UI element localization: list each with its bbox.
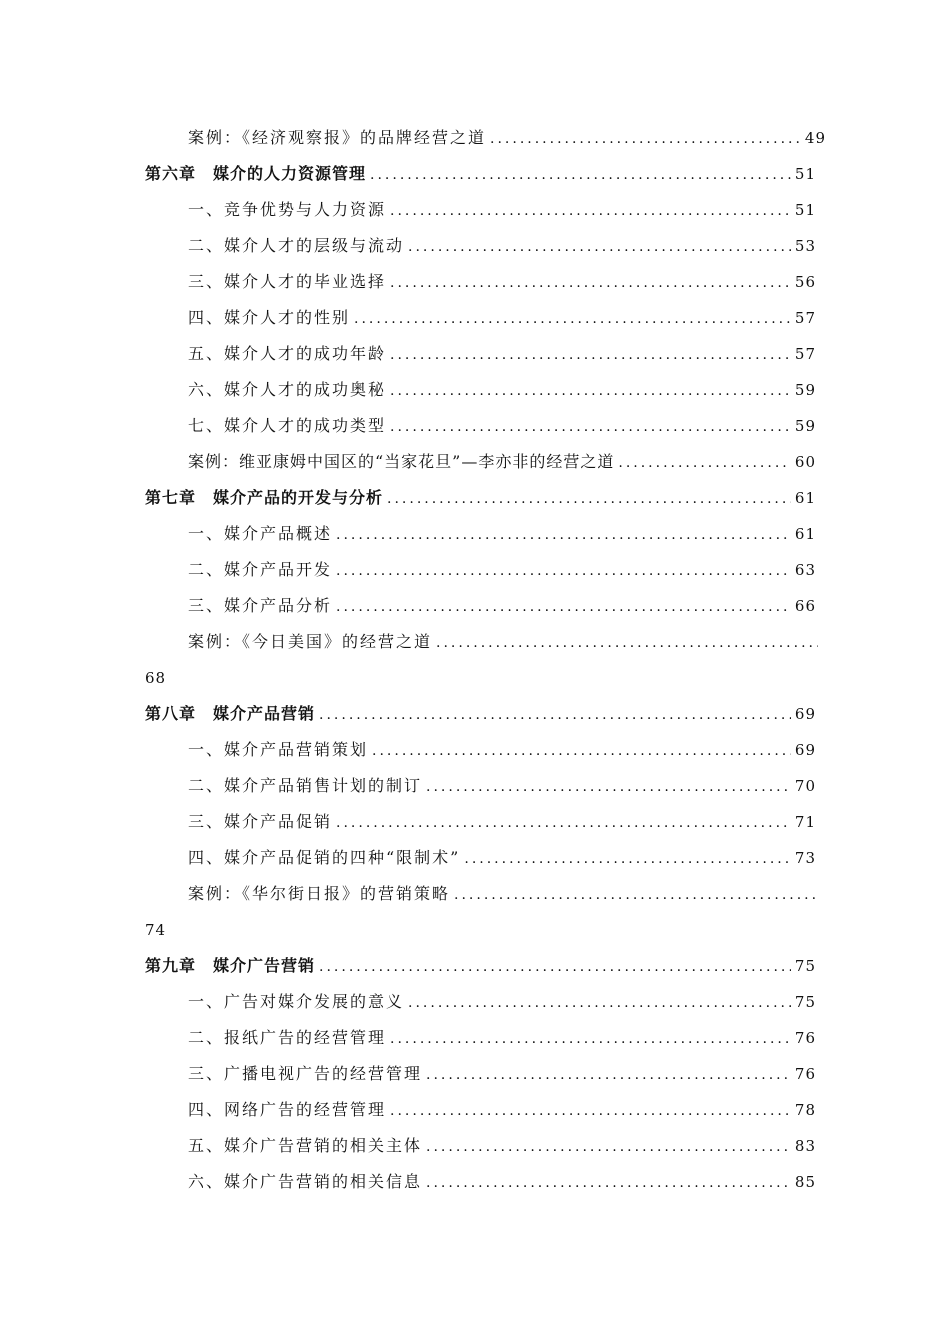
toc-section-title: 二、媒介产品销售计划的制订 (188, 776, 423, 795)
toc-section-title: 五、媒介广告营销的相关主体 (188, 1136, 423, 1155)
toc-section-title: 五、媒介人才的成功年龄 (188, 344, 387, 363)
dot-leader (354, 307, 791, 331)
toc-entry-case (188, 630, 818, 654)
toc-section-title: 七、媒介人才的成功类型 (188, 416, 387, 435)
toc-section (188, 270, 816, 294)
dot-leader (336, 595, 791, 619)
toc-page-number: 66 (794, 597, 816, 615)
toc-section-title: 三、媒介产品促销 (188, 812, 333, 831)
toc-section-title: 二、报纸广告的经营管理 (188, 1028, 387, 1047)
toc-page-number: 76 (794, 1029, 816, 1047)
toc-entry-title: 案例：《经济观察报》的品牌经营之道 (188, 128, 487, 147)
toc-page-number: 71 (794, 813, 816, 831)
toc-page-number: 78 (794, 1101, 816, 1119)
dot-leader (426, 775, 791, 799)
toc-page-number: 69 (794, 705, 816, 723)
toc-entry-case (188, 882, 818, 906)
toc-entry-title: 案例：维亚康姆中国区的“当家花旦”—李亦非的经营之道 (188, 452, 615, 471)
dot-leader (426, 1171, 791, 1195)
toc-section (188, 1026, 816, 1050)
toc-section (188, 558, 816, 582)
toc-section-title: 六、媒介广告营销的相关信息 (188, 1172, 423, 1191)
toc-chapter-title: 第九章 媒介广告营销 (145, 956, 316, 975)
toc-page-number: 49 (804, 129, 826, 147)
toc-page-number: 53 (794, 237, 816, 255)
toc-section (188, 342, 816, 366)
toc-page-number: 68 (145, 669, 167, 687)
toc-entry-case (188, 450, 816, 474)
dot-leader (390, 1027, 791, 1051)
toc-page-number: 57 (794, 345, 816, 363)
toc-chapter (145, 486, 816, 510)
toc-section (188, 1134, 816, 1158)
toc-section-title: 三、广播电视广告的经营管理 (188, 1064, 423, 1083)
dot-leader (390, 379, 791, 403)
toc-section (188, 414, 816, 438)
toc-page-number: 69 (794, 741, 816, 759)
toc-section-title: 六、媒介人才的成功奥秘 (188, 380, 387, 399)
toc-section (188, 198, 816, 222)
toc-page-number: 85 (794, 1173, 816, 1191)
toc-chapter-title: 第七章 媒介产品的开发与分析 (145, 488, 384, 507)
toc-section (188, 990, 816, 1014)
toc-section-title: 三、媒介产品分析 (188, 596, 333, 615)
dot-leader (336, 559, 791, 583)
toc-section-title: 四、媒介人才的性别 (188, 308, 351, 327)
dot-leader (490, 127, 801, 151)
toc-section-title: 一、竞争优势与人力资源 (188, 200, 387, 219)
dot-leader (370, 163, 791, 187)
toc-page-number: 51 (794, 165, 816, 183)
toc-page-number: 59 (794, 417, 816, 435)
toc-section (188, 378, 816, 402)
toc-page-number: 63 (794, 561, 816, 579)
dot-leader (390, 1099, 791, 1123)
toc-entry-title: 案例：《今日美国》的经营之道 (188, 632, 433, 651)
toc-section-title: 一、广告对媒介发展的意义 (188, 992, 405, 1011)
toc-page-number: 51 (794, 201, 816, 219)
dot-leader (618, 451, 791, 475)
dot-leader (426, 1063, 791, 1087)
toc-page-number: 57 (794, 309, 816, 327)
toc-page-number: 83 (794, 1137, 816, 1155)
dot-leader (408, 235, 791, 259)
toc-section-title: 二、媒介产品开发 (188, 560, 333, 579)
toc-page-number: 56 (794, 273, 816, 291)
toc-chapter (145, 954, 816, 978)
dot-leader (390, 271, 791, 295)
dot-leader (387, 487, 791, 511)
toc-section (188, 234, 816, 258)
toc-page-number: 75 (794, 993, 816, 1011)
toc-section-title: 四、网络广告的经营管理 (188, 1100, 387, 1119)
toc-section (188, 522, 816, 546)
dot-leader (390, 415, 791, 439)
toc-section (188, 846, 816, 870)
toc-page-number: 60 (794, 453, 816, 471)
toc-chapter-title: 第八章 媒介产品营销 (145, 704, 316, 723)
toc-page-number: 75 (794, 957, 816, 975)
toc-page-number: 74 (145, 921, 167, 939)
dot-leader (464, 847, 791, 871)
toc-page-number: 73 (794, 849, 816, 867)
dot-leader (336, 811, 791, 835)
toc-section-title: 三、媒介人才的毕业选择 (188, 272, 387, 291)
dot-leader (436, 631, 818, 655)
toc-entry-title: 案例：《华尔街日报》的营销策略 (188, 884, 451, 903)
toc-entry-case (188, 126, 826, 150)
dot-leader (319, 955, 791, 979)
toc-section (188, 1170, 816, 1194)
toc-section-title: 一、媒介产品营销策划 (188, 740, 369, 759)
toc-section (188, 594, 816, 618)
toc-section (188, 306, 816, 330)
toc-page-number: 61 (794, 489, 816, 507)
toc-section (188, 1062, 816, 1086)
toc-chapter (145, 162, 816, 186)
toc-page-number: 59 (794, 381, 816, 399)
toc-section (188, 738, 816, 762)
dot-leader (454, 883, 818, 907)
dot-leader (426, 1135, 791, 1159)
toc-chapter (145, 702, 816, 726)
dot-leader (390, 343, 791, 367)
dot-leader (319, 703, 791, 727)
dot-leader (408, 991, 791, 1015)
toc-chapter-title: 第六章 媒介的人力资源管理 (145, 164, 367, 183)
toc-section (188, 1098, 816, 1122)
toc-page-number: 76 (794, 1065, 816, 1083)
toc-section-title: 二、媒介人才的层级与流动 (188, 236, 405, 255)
toc-section-title: 一、媒介产品概述 (188, 524, 333, 543)
dot-leader (336, 523, 791, 547)
toc-page-number: 70 (794, 777, 816, 795)
toc-section (188, 810, 816, 834)
dot-leader (372, 739, 791, 763)
toc-page-number: 61 (794, 525, 816, 543)
dot-leader (390, 199, 791, 223)
toc-section (188, 774, 816, 798)
toc-section-title: 四、媒介产品促销的四种“限制术” (188, 848, 461, 867)
